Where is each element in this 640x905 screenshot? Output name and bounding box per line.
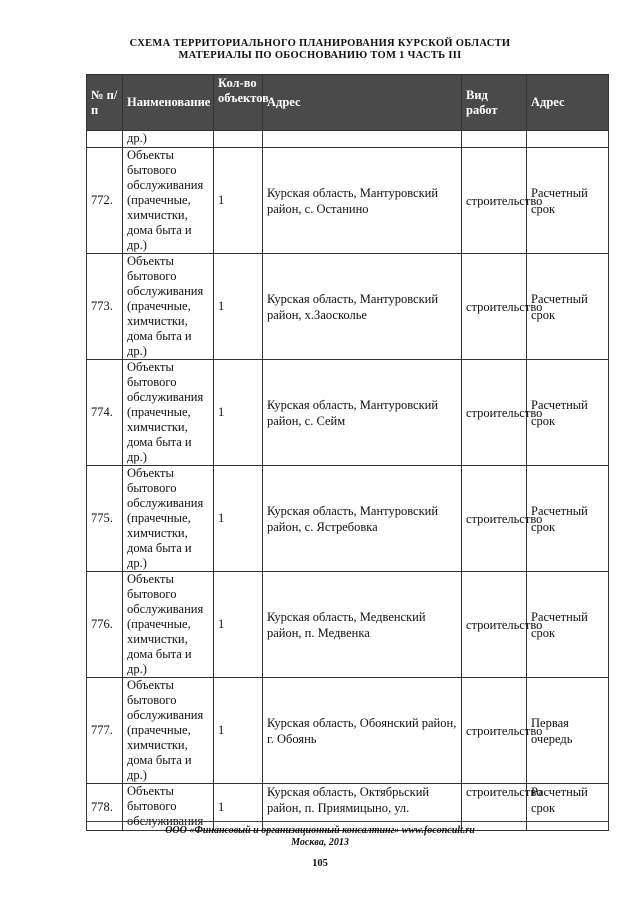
footer-company: ООО «Финансовый и организационный консалтинг» www.foconcult.ru <box>165 825 475 836</box>
col-header-num: № п/п <box>87 75 123 131</box>
row-term: Расчетный срок <box>527 784 609 831</box>
row-name: Объекты бытового обслуживания (прачечные, химчистки, дома быта и др.) <box>123 572 214 678</box>
row-term: Расчетный срок <box>527 572 609 678</box>
row-work-type: строительство <box>462 678 527 784</box>
page-footer <box>0 825 640 849</box>
row-work-type: строительство <box>462 254 527 360</box>
page-header <box>0 38 640 62</box>
row-name: Объекты бытового обслуживания (прачечные, химчистки, дома быта и др.) <box>123 466 214 572</box>
objects-table <box>86 74 609 831</box>
row-address: Курская область, Мантуровский район, с. Сейм <box>263 360 462 466</box>
row-number: 774. <box>87 360 123 466</box>
row-term: Расчетный срок <box>527 148 609 254</box>
row-work-type: строительство <box>462 360 527 466</box>
table-row <box>87 148 609 254</box>
row-quantity: 1 <box>214 360 263 466</box>
row-name: Объекты бытового обслуживания (прачечные, химчистки, дома быта и др.) <box>123 254 214 360</box>
row-quantity: 1 <box>214 784 263 831</box>
table-row <box>87 360 609 466</box>
row-work-type: строительство <box>462 572 527 678</box>
row-name: Объекты бытового обслуживания (прачечные, химчистки, дома быта и др.) <box>123 678 214 784</box>
row-name: Объекты бытового обслуживания (прачечные, химчистки, дома быта и др.) <box>123 148 214 254</box>
col-header-work: Вид работ <box>462 75 527 131</box>
table-row-continuation <box>87 131 609 148</box>
row-number: 776. <box>87 572 123 678</box>
row-quantity: 1 <box>214 572 263 678</box>
row-quantity: 1 <box>214 466 263 572</box>
table-header-row <box>87 75 609 131</box>
col-header-term: Адрес <box>527 75 609 131</box>
continuation-text: др.) <box>123 131 214 148</box>
table-row <box>87 254 609 360</box>
row-term: Первая очередь <box>527 678 609 784</box>
row-work-type: строительство <box>462 466 527 572</box>
footer-city-year: Москва, 2013 <box>291 837 349 848</box>
row-address: Курская область, Медвенский район, п. Медвенка <box>263 572 462 678</box>
row-number: 777. <box>87 678 123 784</box>
row-term: Расчетный срок <box>527 466 609 572</box>
row-work-type: строительство <box>462 784 527 831</box>
row-address: Курская область, Мантуровский район, с. Ястребовка <box>263 466 462 572</box>
row-address: Курская область, Обоянский район, г. Обоянь <box>263 678 462 784</box>
table-row <box>87 572 609 678</box>
row-term: Расчетный срок <box>527 360 609 466</box>
row-work-type: строительство <box>462 148 527 254</box>
header-subtitle: МАТЕРИАЛЫ ПО ОБОСНОВАНИЮ ТОМ 1 ЧАСТЬ III <box>178 50 462 61</box>
row-term: Расчетный срок <box>527 254 609 360</box>
table-row <box>87 466 609 572</box>
row-address: Курская область, Октябрьский район, п. Приямицыно, ул. <box>263 784 462 831</box>
col-header-name: Наименование <box>123 75 214 131</box>
table-row <box>87 784 609 831</box>
col-header-address: Адрес <box>263 75 462 131</box>
row-number: 773. <box>87 254 123 360</box>
footer-divider <box>86 821 608 822</box>
row-quantity: 1 <box>214 254 263 360</box>
table-row <box>87 678 609 784</box>
page-number: 105 <box>312 858 328 869</box>
row-number: 772. <box>87 148 123 254</box>
col-header-qty: Кол-во объектов <box>214 75 263 131</box>
row-name: Объекты бытового обслуживания (прачечные, химчистки, дома быта и др.) <box>123 360 214 466</box>
row-address: Курская область, Мантуровский район, х.Заосколье <box>263 254 462 360</box>
row-quantity: 1 <box>214 678 263 784</box>
header-title: СХЕМА ТЕРРИТОРИАЛЬНОГО ПЛАНИРОВАНИЯ КУРСКОЙ ОБЛАСТИ <box>129 38 511 49</box>
row-number: 775. <box>87 466 123 572</box>
row-quantity: 1 <box>214 148 263 254</box>
row-address: Курская область, Мантуровский район, с. Останино <box>263 148 462 254</box>
row-name: Объекты бытового обслуживания <box>123 784 214 831</box>
row-number: 778. <box>87 784 123 831</box>
